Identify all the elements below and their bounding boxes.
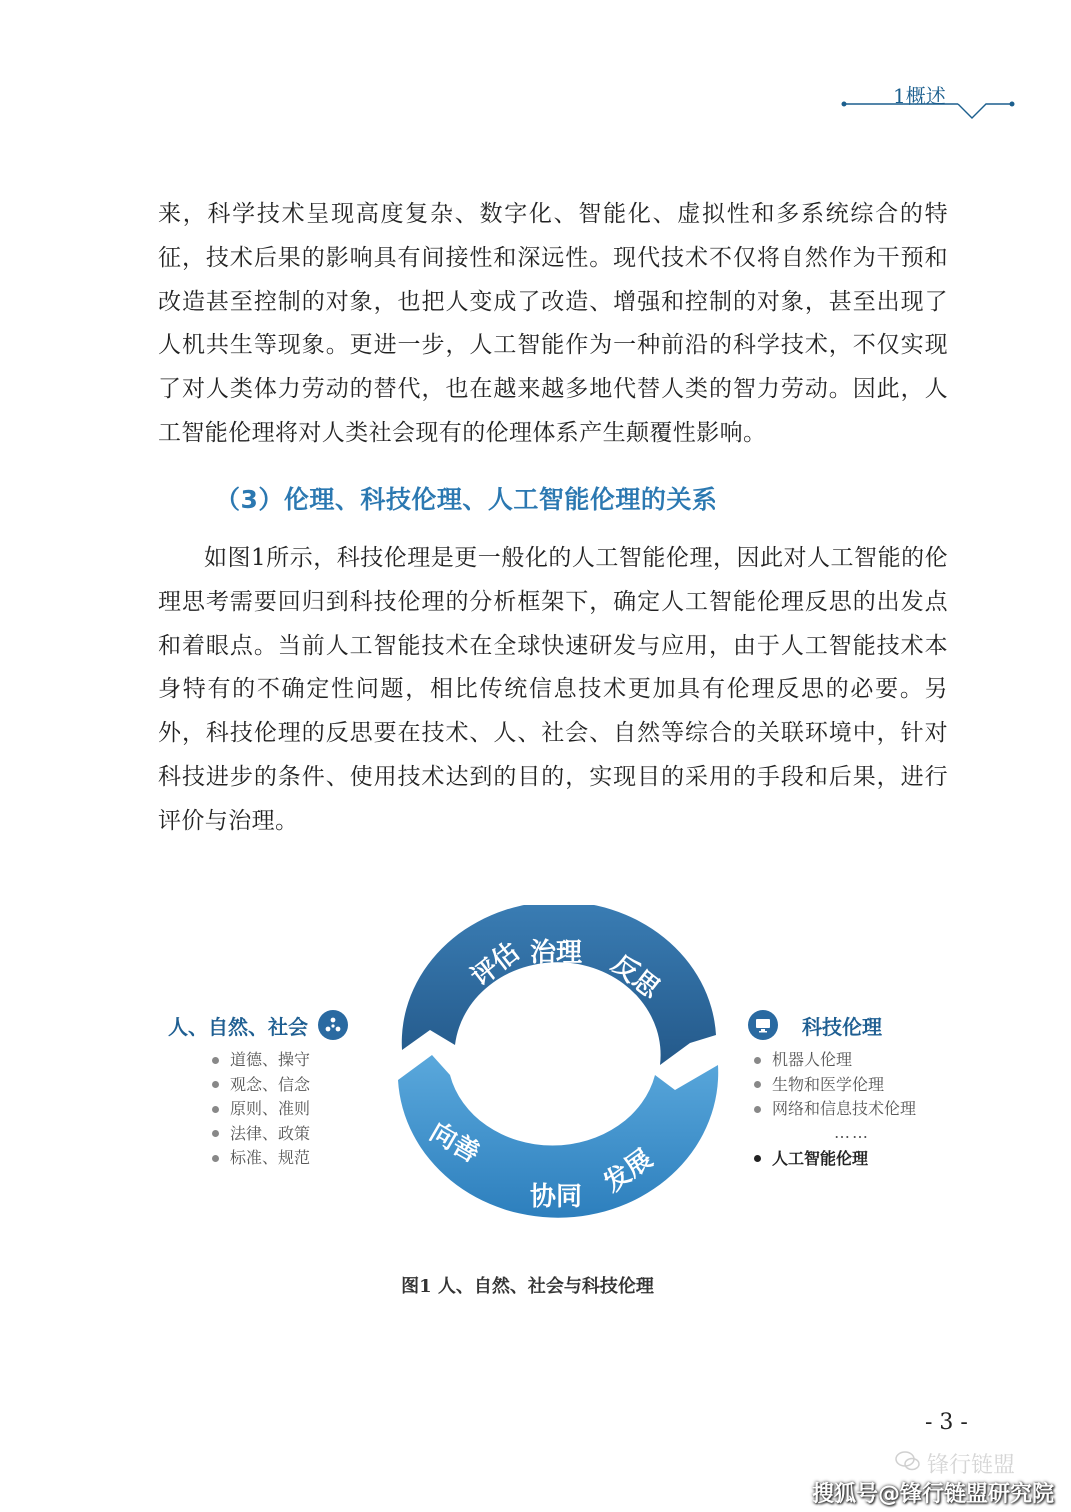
list-item: 法律、政策: [212, 1122, 368, 1147]
header-decoration-line: [838, 94, 1018, 124]
page-number: - 3 -: [925, 1410, 968, 1435]
ring-label-zhili: 治理: [530, 938, 583, 968]
list-ellipsis: ……: [834, 1122, 870, 1142]
list-item: 生物和医学伦理: [754, 1073, 968, 1098]
watermark-line-2: 搜狐号@锋行链盟研究院: [812, 1482, 1055, 1507]
ring-top-segment: [402, 905, 716, 1065]
figure-caption: 图1 人、自然、社会与科技伦理: [401, 1276, 654, 1297]
left-panel-title: [168, 1008, 368, 1042]
body-paragraph-1: 来，科学技术呈现高度复杂、数字化、智能化、虚拟性和多系统综合的特征，技术后果的影响具有间接性和深远性。现代技术不仅将自然作为干预和改造甚至控制的对象，也把人变成了改造、增强和控制的对象，甚至出现了人机共生等现象。更进一步，人工智能作为一种前沿的科学技术，不仅实现了对人类体力劳动的替代，也在越来越多地代替人类的智力劳动。因此，人工智能伦理将对人类社会现有的伦理体系产生颠覆性影响。: [158, 201, 948, 446]
chapter-title: 1概述: [893, 84, 946, 108]
wechat-icon: [895, 1450, 921, 1478]
right-panel: [748, 1008, 968, 1171]
ring-label-fazhan: 发展: [598, 1143, 659, 1199]
left-panel-list: [212, 1048, 368, 1171]
section-heading: （3）伦理、科技伦理、人工智能伦理的关系: [215, 485, 718, 514]
list-item: 机器人伦理: [754, 1048, 968, 1073]
left-panel-title-text: 人、自然、社会: [168, 1014, 308, 1039]
list-item: 原则、准则: [212, 1097, 368, 1122]
list-item: 观念、信念: [212, 1073, 368, 1098]
right-panel-list: [754, 1048, 968, 1171]
list-item-highlight: 人工智能伦理: [754, 1147, 968, 1172]
ring-label-pinggu: 评估: [465, 936, 526, 993]
list-item: 标准、规范: [212, 1146, 368, 1171]
list-item: 网络和信息技术伦理: [754, 1097, 968, 1122]
ring-label-xiangshan: 向善: [424, 1117, 485, 1170]
body-paragraph-2: 如图1所示，科技伦理是更一般化的人工智能伦理，因此对人工智能的伦理思考需要回归到科技伦理的分析框架下，确定人工智能伦理反思的出发点和着眼点。当前人工智能技术在全球快速研发与应用，由于人工智能技术本身特有的不确定性问题，相比传统信息技术更加具有伦理反思的必要。另外，科技伦理的反思要在技术、人、社会、自然等综合的关联环境中，针对科技进步的条件、使用技术达到的目的，实现目的采用的手段和后果，进行评价与治理。: [158, 545, 948, 834]
list-item: 道德、操守: [212, 1048, 368, 1073]
right-panel-title-text: 科技伦理: [802, 1014, 882, 1039]
ring-label-xietong: 协同: [530, 1182, 583, 1212]
network-nodes-icon: [318, 1010, 348, 1040]
left-panel: [168, 1008, 368, 1171]
ring-label-fansi: 反思: [605, 948, 666, 1005]
watermark-line-1: 锋行链盟: [895, 1448, 1015, 1479]
right-panel-title: [748, 1008, 968, 1042]
monitor-icon: [748, 1010, 778, 1040]
